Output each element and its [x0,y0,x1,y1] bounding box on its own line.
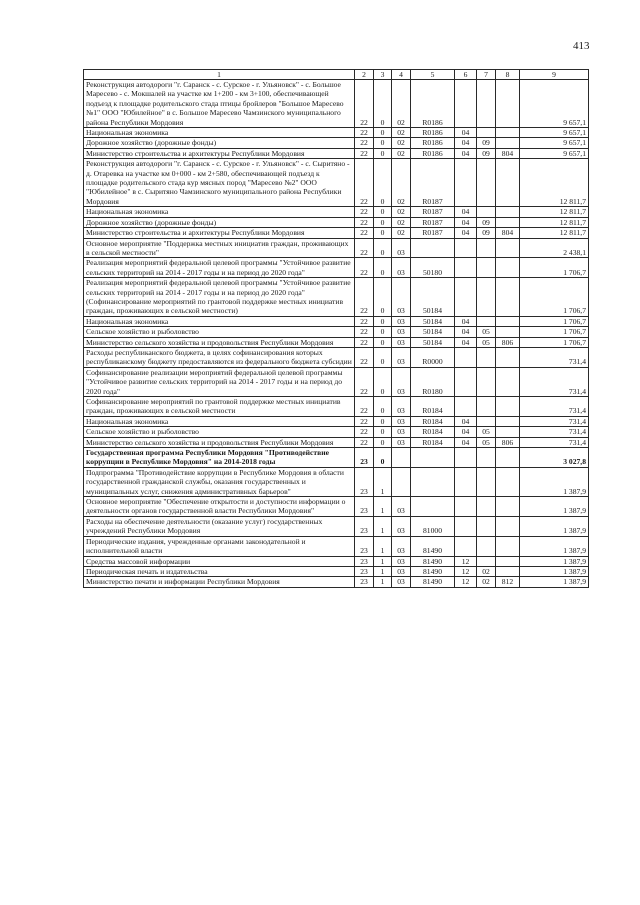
row-subprogram: 1 [374,536,392,556]
row-admin-code: 22 [355,437,374,447]
row-subsection [477,556,496,566]
row-subsection [477,467,496,496]
row-measure: 03 [392,327,411,337]
row-direction [411,448,455,468]
row-measure: 03 [392,238,411,258]
row-admin-code: 22 [355,337,374,347]
row-measure: 03 [392,316,411,326]
row-direction: R0186 [411,128,455,138]
row-amount: 12 811,7 [520,207,589,217]
row-admin-code: 22 [355,138,374,148]
row-name: Министерство сельского хозяйства и продовольствия Республики Мордовия [84,337,355,347]
row-subprogram: 0 [374,316,392,326]
row-section [455,258,477,278]
row-direction: 81490 [411,577,455,587]
row-subprogram: 0 [374,427,392,437]
row-measure: 02 [392,228,411,238]
row-section: 12 [455,556,477,566]
row-admin-code: 22 [355,278,374,317]
row-section [455,278,477,317]
row-admin-code: 22 [355,258,374,278]
row-subprogram: 0 [374,437,392,447]
row-subsection: 05 [477,337,496,347]
row-measure: 03 [392,437,411,447]
row-admin-code: 22 [355,238,374,258]
row-subsection [477,159,496,207]
row-section [455,367,477,396]
row-measure: 03 [392,278,411,317]
row-measure [392,467,411,496]
row-name: Расходы республиканского бюджета, в целях софинансирования которых республиканскому бюджету предоставляются из федерального бюджета субсидии [84,347,355,367]
row-measure: 03 [392,416,411,426]
row-subprogram: 0 [374,159,392,207]
row-measure: 03 [392,497,411,517]
row-measure: 03 [392,258,411,278]
row-section: 04 [455,437,477,447]
row-subprogram: 0 [374,148,392,158]
row-admin-code: 22 [355,316,374,326]
table-row [84,556,589,566]
row-direction: 81490 [411,556,455,566]
row-measure: 02 [392,207,411,217]
row-subsection [477,207,496,217]
row-ministry-code [496,397,520,417]
table-row [84,138,589,148]
row-subsection: 09 [477,148,496,158]
row-section: 04 [455,228,477,238]
row-subsection: 05 [477,427,496,437]
table-row [84,416,589,426]
row-ministry-code [496,497,520,517]
row-subsection [477,448,496,468]
row-subprogram: 0 [374,207,392,217]
row-subsection [477,416,496,426]
table-row [84,497,589,517]
row-name: Реконструкция автодороги "г. Саранск - с. Сурское - г. Ульяновск" - с. Большое Маресево - с. Мокшалей на участке км 1+200 - км 3+100, обеспечивающей подъезд к площадке родительского стада птицы бройлеров "Большое Маресево №1" ООО "Юбилейное" в с. Большое Маресево Чамзинского муниципального района Республики Мордовия [84,80,355,128]
row-admin-code: 22 [355,416,374,426]
row-measure: 02 [392,217,411,227]
row-admin-code: 23 [355,497,374,517]
table-row [84,467,589,496]
table-row [84,516,589,536]
table-row [84,566,589,576]
row-ministry-code [496,427,520,437]
row-subprogram: 0 [374,138,392,148]
table-row [84,316,589,326]
row-measure: 02 [392,138,411,148]
row-name: Средства массовой информации [84,556,355,566]
row-name: Национальная экономика [84,207,355,217]
table-row [84,228,589,238]
row-name: Министерство строительства и архитектуры Республики Мордовия [84,148,355,158]
row-admin-code: 23 [355,536,374,556]
row-ministry-code [496,516,520,536]
row-direction: R0186 [411,80,455,128]
row-section: 04 [455,316,477,326]
row-amount: 3 027,8 [520,448,589,468]
row-subprogram: 1 [374,467,392,496]
row-admin-code: 22 [355,367,374,396]
row-admin-code: 23 [355,566,374,576]
row-name: Основное мероприятие "Обеспечение открытости и доступности информации о деятельности органов государственной власти Республики Мордовия" [84,497,355,517]
row-direction: 50180 [411,258,455,278]
row-name: Национальная экономика [84,416,355,426]
row-ministry-code [496,327,520,337]
row-section: 04 [455,217,477,227]
row-subprogram: 0 [374,367,392,396]
row-measure: 02 [392,128,411,138]
row-section: 04 [455,427,477,437]
row-ministry-code [496,536,520,556]
row-amount: 12 811,7 [520,217,589,227]
row-subsection: 09 [477,217,496,227]
row-subsection: 02 [477,577,496,587]
row-measure: 03 [392,536,411,556]
row-admin-code: 22 [355,228,374,238]
row-ministry-code [496,448,520,468]
column-header: 2 [355,70,374,80]
row-measure: 03 [392,427,411,437]
table-row [84,80,589,128]
row-ministry-code [496,159,520,207]
row-ministry-code [496,217,520,227]
row-name: Реализация мероприятий федеральной целевой программы "Устойчивое развитие сельских территорий на 2014 - 2017 годы и на период до 2020 года" (Софинансирование мероприятий по грантовой поддержке местных инициатив граждан, проживающих в сельской местности) [84,278,355,317]
row-admin-code: 22 [355,80,374,128]
row-direction: 50184 [411,327,455,337]
row-direction: R0184 [411,427,455,437]
row-amount: 9 657,1 [520,148,589,158]
row-amount: 1 387,9 [520,577,589,587]
row-subsection [477,516,496,536]
row-direction: R0186 [411,148,455,158]
row-subprogram: 0 [374,416,392,426]
row-direction [411,497,455,517]
row-ministry-code: 804 [496,148,520,158]
row-name: Дорожное хозяйство (дорожные фонды) [84,217,355,227]
row-direction: 81000 [411,516,455,536]
row-ministry-code: 804 [496,228,520,238]
page-number: 413 [573,40,590,52]
row-amount: 731,4 [520,367,589,396]
row-measure: 02 [392,159,411,207]
table-row [84,159,589,207]
row-name: Министерство сельского хозяйства и продовольствия Республики Мордовия [84,437,355,447]
row-measure: 03 [392,367,411,396]
row-amount: 1 387,9 [520,556,589,566]
column-header: 6 [455,70,477,80]
row-amount: 1 706,7 [520,278,589,317]
row-direction: 81490 [411,566,455,576]
row-amount: 1 706,7 [520,337,589,347]
row-name: Национальная экономика [84,316,355,326]
table-row [84,327,589,337]
row-name: Реконструкция автодороги "г. Саранск - с. Сурское - г. Ульяновск" - с. Сыритяно - д. Отаревка на участке км 0+000 - км 2+580, обеспечивающей подъезд к площадке родительского стада кур мясных пород "Маресево №2" ООО "Юбилейное" в с. Сыритяно Чамзинского муниципального района Республики Мордовия [84,159,355,207]
row-amount: 1 706,7 [520,327,589,337]
row-section [455,238,477,258]
row-section: 12 [455,566,477,576]
row-section [455,159,477,207]
row-section [455,467,477,496]
row-subsection [477,238,496,258]
row-ministry-code [496,207,520,217]
row-subprogram: 0 [374,80,392,128]
row-name: Дорожное хозяйство (дорожные фонды) [84,138,355,148]
row-subprogram: 0 [374,258,392,278]
row-section: 04 [455,128,477,138]
row-ministry-code [496,138,520,148]
row-subprogram: 1 [374,516,392,536]
row-amount: 1 706,7 [520,316,589,326]
table-row [84,128,589,138]
row-ministry-code [496,80,520,128]
row-section: 04 [455,148,477,158]
row-subprogram: 1 [374,556,392,566]
row-measure: 03 [392,397,411,417]
row-section [455,448,477,468]
row-ministry-code [496,467,520,496]
table-row [84,258,589,278]
row-name: Сельское хозяйство и рыболовство [84,427,355,437]
column-header: 8 [496,70,520,80]
table-row [84,536,589,556]
row-name: Софинансирование мероприятий по грантовой поддержке местных инициатив граждан, проживающих в сельской местности [84,397,355,417]
row-subsection [477,497,496,517]
row-amount: 731,4 [520,397,589,417]
row-ministry-code [496,556,520,566]
column-header: 4 [392,70,411,80]
table-row [84,397,589,417]
row-subsection [477,80,496,128]
row-measure: 03 [392,577,411,587]
row-name: Национальная экономика [84,128,355,138]
table-row [84,448,589,468]
row-amount: 9 657,1 [520,80,589,128]
row-amount: 1 387,9 [520,566,589,576]
column-header: 5 [411,70,455,80]
row-amount: 731,4 [520,437,589,447]
row-name: Министерство строительства и архитектуры Республики Мордовия [84,228,355,238]
row-section: 04 [455,337,477,347]
row-subsection [477,128,496,138]
row-ministry-code [496,278,520,317]
table-row [84,347,589,367]
row-name: Периодическая печать и издательства [84,566,355,576]
row-amount: 1 387,9 [520,516,589,536]
row-amount: 731,4 [520,427,589,437]
row-subprogram: 0 [374,397,392,417]
row-subprogram: 0 [374,238,392,258]
table-row [84,427,589,437]
row-amount: 1 387,9 [520,536,589,556]
column-header: 9 [520,70,589,80]
row-section: 04 [455,138,477,148]
row-direction: R0184 [411,416,455,426]
row-section: 12 [455,577,477,587]
row-direction: 81490 [411,536,455,556]
header-row [84,70,589,80]
row-subsection [477,347,496,367]
row-direction: R0187 [411,217,455,227]
row-subprogram: 0 [374,327,392,337]
row-direction: R0184 [411,437,455,447]
row-ministry-code [496,367,520,396]
row-admin-code: 22 [355,217,374,227]
row-admin-code: 23 [355,516,374,536]
row-section [455,516,477,536]
row-section [455,497,477,517]
row-section: 04 [455,327,477,337]
row-direction: R0187 [411,207,455,217]
row-subprogram: 0 [374,347,392,367]
row-ministry-code [496,416,520,426]
row-subsection: 09 [477,228,496,238]
row-subprogram: 0 [374,228,392,238]
row-subsection: 09 [477,138,496,148]
row-direction: R0187 [411,228,455,238]
row-direction: 50184 [411,337,455,347]
row-amount: 731,4 [520,347,589,367]
row-direction [411,238,455,258]
row-amount: 731,4 [520,416,589,426]
row-amount: 12 811,7 [520,159,589,207]
row-section [455,80,477,128]
row-admin-code: 23 [355,448,374,468]
row-subprogram: 1 [374,497,392,517]
row-subsection: 05 [477,437,496,447]
row-direction: R0180 [411,367,455,396]
row-direction [411,467,455,496]
row-admin-code: 22 [355,427,374,437]
row-measure: 03 [392,556,411,566]
row-admin-code: 22 [355,347,374,367]
row-subprogram: 0 [374,278,392,317]
column-header: 7 [477,70,496,80]
table-row [84,437,589,447]
table-row [84,367,589,396]
row-measure [392,448,411,468]
row-admin-code: 22 [355,327,374,337]
row-name: Сельское хозяйство и рыболовство [84,327,355,337]
row-amount: 9 657,1 [520,128,589,138]
row-direction: 50184 [411,278,455,317]
row-measure: 03 [392,347,411,367]
row-section [455,397,477,417]
row-amount: 1 387,9 [520,467,589,496]
row-subsection [477,397,496,417]
row-subsection: 02 [477,566,496,576]
row-section [455,347,477,367]
row-subsection [477,258,496,278]
table-row [84,217,589,227]
row-admin-code: 22 [355,207,374,217]
row-ministry-code [496,238,520,258]
row-ministry-code: 812 [496,577,520,587]
row-ministry-code: 806 [496,437,520,447]
row-measure: 03 [392,566,411,576]
row-ministry-code [496,566,520,576]
row-name: Основное мероприятие "Поддержка местных инициатив граждан, проживающих в сельской местности" [84,238,355,258]
column-header: 1 [84,70,355,80]
table-row [84,337,589,347]
row-ministry-code [496,347,520,367]
row-ministry-code [496,316,520,326]
row-measure: 02 [392,80,411,128]
table-row [84,148,589,158]
row-name: Периодические издания, учрежденные органами законодательной и исполнительной власти [84,536,355,556]
row-amount: 12 811,7 [520,228,589,238]
row-admin-code: 22 [355,148,374,158]
row-subprogram: 0 [374,128,392,138]
row-measure: 03 [392,337,411,347]
row-name: Государственная программа Республики Мордовия "Противодействие коррупции в Республике Мордовия" на 2014-2018 годы [84,448,355,468]
row-name: Подпрограмма "Противодействие коррупции в Республике Мордовия в области государственной гражданской службы, оказания государственных и муниципальных услуг, снижения административных барьеров" [84,467,355,496]
row-subprogram: 0 [374,217,392,227]
row-amount: 1 387,9 [520,497,589,517]
row-subsection [477,316,496,326]
row-name: Софинансирование реализации мероприятий федеральной целевой программы "Устойчивое развитие сельских территорий на 2014 - 2017 годы и на период до 2020 года" [84,367,355,396]
column-header: 3 [374,70,392,80]
row-subprogram: 1 [374,577,392,587]
row-admin-code: 22 [355,159,374,207]
row-amount: 2 438,1 [520,238,589,258]
row-measure: 03 [392,516,411,536]
table-row [84,207,589,217]
row-admin-code: 22 [355,128,374,138]
table-row [84,577,589,587]
table-row [84,238,589,258]
row-name: Расходы на обеспечение деятельности (оказание услуг) государственных учреждений Республики Мордовия [84,516,355,536]
row-amount: 9 657,1 [520,138,589,148]
row-ministry-code: 806 [496,337,520,347]
row-section: 04 [455,207,477,217]
row-amount: 1 706,7 [520,258,589,278]
row-direction: 50184 [411,316,455,326]
row-subsection: 05 [477,327,496,337]
row-subprogram: 0 [374,337,392,347]
row-ministry-code [496,128,520,138]
row-admin-code: 23 [355,577,374,587]
row-subsection [477,536,496,556]
row-subsection [477,367,496,396]
row-name: Реализация мероприятий федеральной целевой программы "Устойчивое развитие сельских территорий на 2014 - 2017 годы и на период до 2020 года" [84,258,355,278]
row-subsection [477,278,496,317]
row-admin-code: 22 [355,397,374,417]
row-admin-code: 23 [355,467,374,496]
table-row [84,278,589,317]
row-subprogram: 1 [374,566,392,576]
row-measure: 02 [392,148,411,158]
budget-table [83,69,589,588]
row-name: Министерство печати и информации Республики Мордовия [84,577,355,587]
row-section [455,536,477,556]
row-direction: R0000 [411,347,455,367]
row-subprogram: 0 [374,448,392,468]
row-direction: R0184 [411,397,455,417]
row-section: 04 [455,416,477,426]
row-ministry-code [496,258,520,278]
row-admin-code: 23 [355,556,374,566]
row-direction: R0186 [411,138,455,148]
row-direction: R0187 [411,159,455,207]
